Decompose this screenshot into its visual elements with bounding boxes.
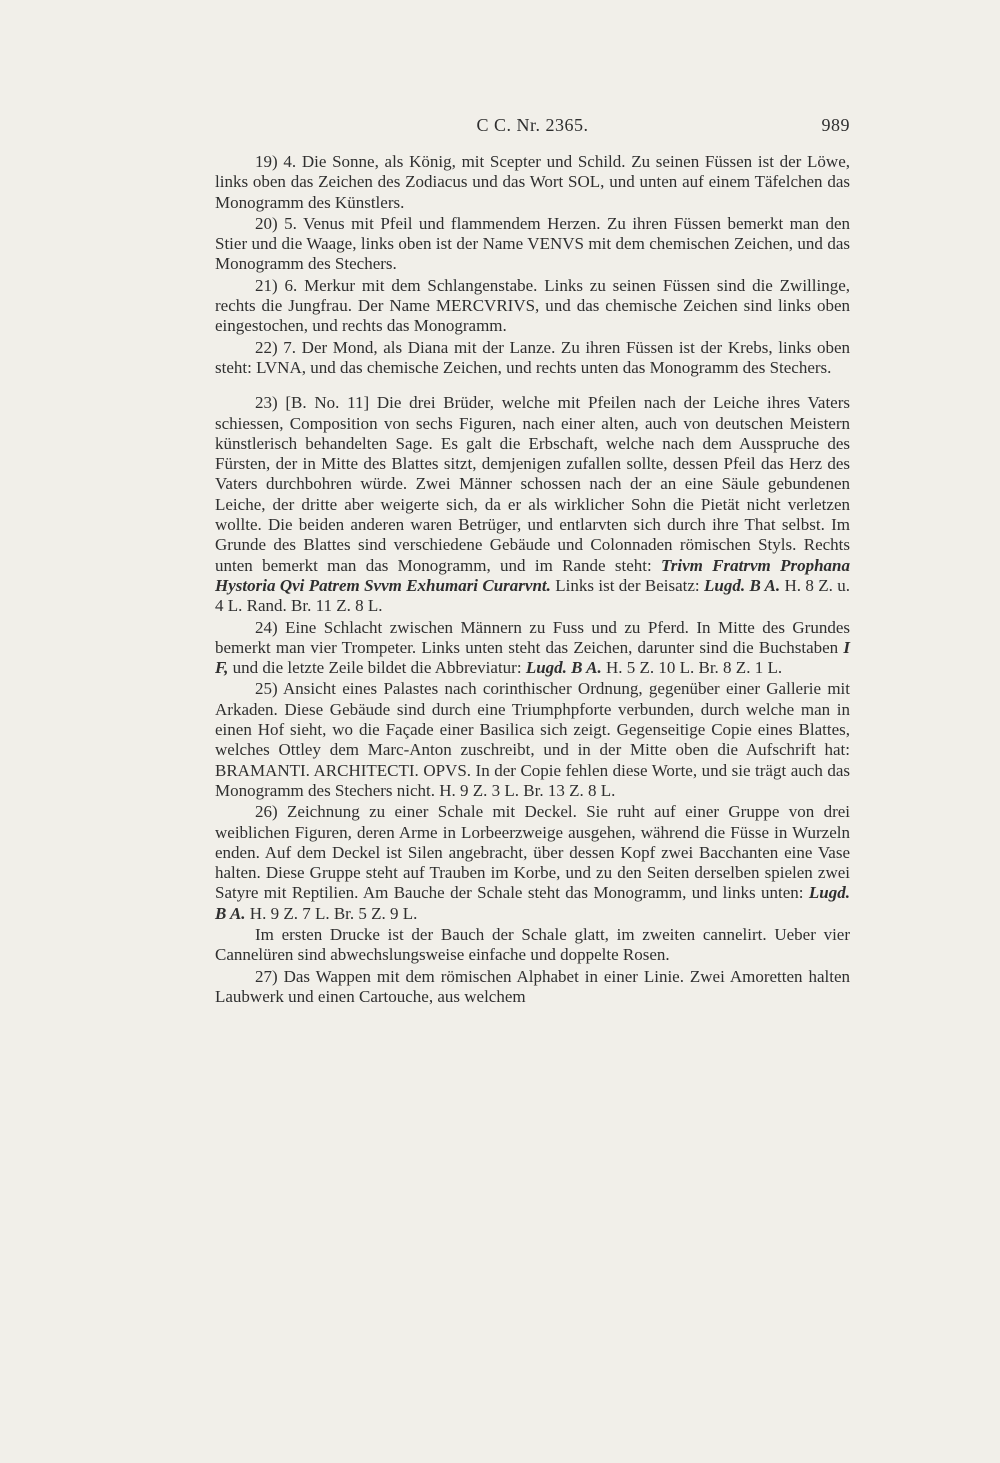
abbreviation: Lugd. B A. [704,575,781,595]
text-body [215,152,850,1008]
catalog-reference: C C. Nr. 2365. [476,115,589,135]
page-number: 989 [821,115,850,135]
entry-24: 24) Eine Schlacht zwischen Männern zu Fuss und zu Pferd. In Mitte des Grundes bemerkt man vier Trompeter. Links unten steht das Zeichen, darunter sind die Buchstaben I F, und die letzte Zeile bildet die Abbreviatur: Lugd. B A. H. 5 Z. 10 L. Br. 8 Z. 1 L. [215,617,851,678]
entry-21: 21) 6. Merkur mit dem Schlangenstabe. Links zu seinen Füssen sind die Zwillinge, rechts die Jungfrau. Der Name MERCVRIVS, und das chemische Zeichen sind links oben eingestochen, und rechts das Monogramm. [215,275,851,336]
entry-19: 19) 4. Die Sonne, als König, mit Scepter und Schild. Zu seinen Füssen ist der Löwe, links oben das Zeichen des Zodiacus und das Wort SOL, und unten auf einem Täfelchen das Monogramm des Künstlers. [215,152,850,212]
section-gap [215,379,850,393]
abbreviation: Lugd. B A. [525,658,602,678]
entry-20: 20) 5. Venus mit Pfeil und flammendem Herzen. Zu ihren Füssen bemerkt man den Stier und die Waage, links oben ist der Name VENVS mit dem chemischen Zeichen, und das Monogramm des Stechers. [215,213,850,274]
letters: I F, [215,637,851,678]
entry-26: 26) Zeichnung zu einer Schale mit Deckel. Sie ruht auf einer Gruppe von drei weiblichen Figuren, deren Arme in Lorbeerzweige ausgehen, während die Füsse in Wurzeln enden. Auf dem Deckel ist Silen angebracht, über dessen Kopf zwei Bacchanten eine Vase halten. Diese Gruppe steht auf Trauben im Korbe, und zu den Seiten derselben spielen zwei Satyre mit Reptilien. Am Bauche der Schale steht das Monogramm, und links unten: Lugd. B A. H. 9 Z. 7 L. Br. 5 Z. 9 L. [215,802,851,923]
entry-27: 27) Das Wappen mit dem römischen Alphabet in einer Linie. Zwei Amoretten halten Laubwerk und einen Cartouche, aus welchem [215,966,850,1006]
entry-26-note: Im ersten Drucke ist der Bauch der Schale glatt, im zweiten cannelirt. Ueber vier Cannelüren sind abwechslungsweise einfache und doppelte Rosen. [215,924,850,965]
inscription-text: Trivm Fratrvm Prophana Hystoria Qvi Patrem Svvm Exhumari Curarvnt. [215,555,851,595]
abbreviation: Lugd. B A. [215,883,850,923]
entry-25: 25) Ansicht eines Palastes nach corinthischer Ordnung, gegenüber einer Gallerie mit Arkaden. Diese Gebäude sind durch eine Triumphpforte verbunden, durch welche man in einen Hof sieht, wo die Façade einer Basilica sich zeigt. Gegenseitige Copie eines Blattes, welches Ottley dem Marc-Anton zuschreibt, und in der Mitte oben die Aufschrift hat: BRAMANTI. ARCHITECTI. OPVS. In der Copie fehlen diese Worte, und sie trägt auch das Monogramm des Stechers nicht. H. 9 Z. 3 L. Br. 13 Z. 8 L. [215,679,850,800]
page-header [215,115,850,139]
entry-22: 22) 7. Der Mond, als Diana mit der Lanze. Zu ihren Füssen ist der Krebs, links oben steht: LVNA, und das chemische Zeichen, und rechts unten das Monogramm des Stechers. [215,337,851,377]
entry-23: 23) [B. No. 11] Die drei Brüder, welche mit Pfeilen nach der Leiche ihres Vaters schiessen, Composition von sechs Figuren, nach einer alten, auch von deutschen Meistern künstlerisch behandelten Sage. Es galt die Erbschaft, welche nach dem Ausspruche des Fürsten, der in Mitte des Blattes sitzt, demjenigen zufallen sollte, dessen Pfeil das Herz des Vaters durchbohren würde. Zwei Männer schossen nach der an eine Säule gebundenen Leiche, der dritte aber weigerte sich, da er als wirklicher Sohn die Pietät nicht verletzen wollte. Die beiden anderen waren Betrüger, und entlarvten sich durch ihre That selbst. Im Grunde des Blattes sind verschiedene Gebäude und Colonnaden römischen Styls. Rechts unten bemerkt man das Monogramm, und im Rande steht: Trivm Fratrvm Prophana Hystoria Qvi Patrem Svvm Exhumari Curarvnt. Links ist der Beisatz: Lugd. B A. H. 8 Z. u. 4 L. Rand. Br. 11 Z. 8 L. [215,393,851,616]
